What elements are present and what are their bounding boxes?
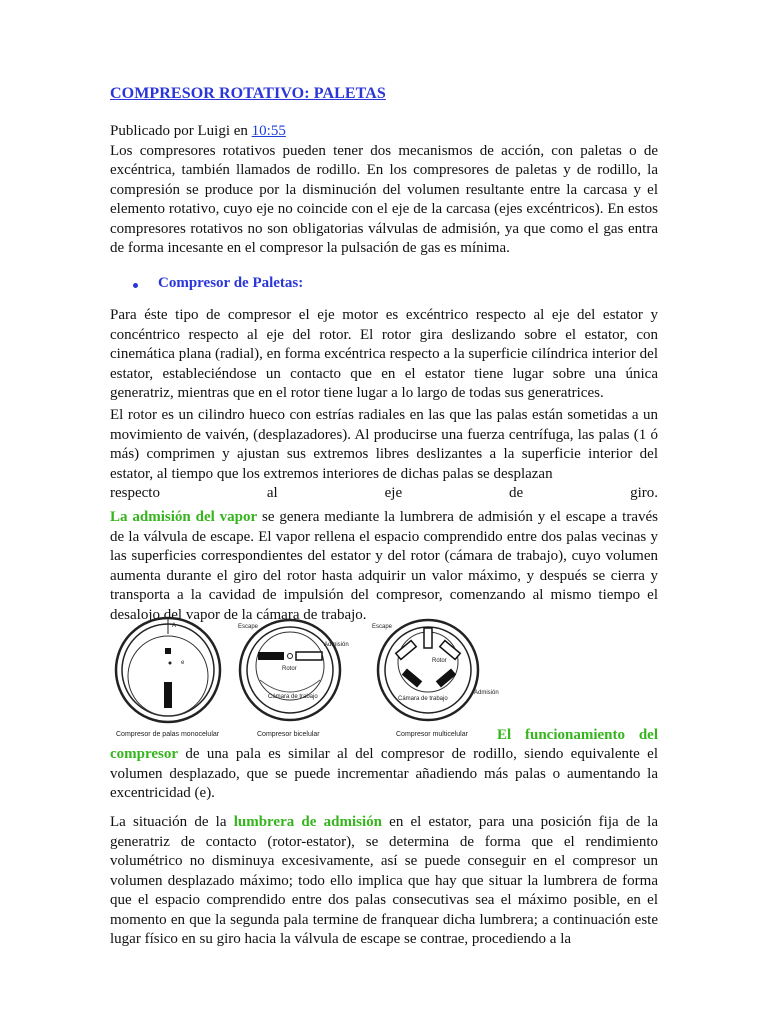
label-camara-1: Cámara de trabajo bbox=[268, 694, 318, 700]
compressor-figure bbox=[110, 612, 502, 742]
diagram-multicelular bbox=[372, 620, 499, 738]
post-time-link[interactable]: 10:55 bbox=[251, 123, 286, 139]
label-e: e bbox=[181, 660, 185, 666]
paragraph-4-text: de una pala es similar al del compresor de rodillo, siendo equivalente el volumen desplazado, que se puede incrementar añadiendo más palas o aumentando la excentricidad (e). bbox=[110, 746, 658, 801]
label-escape-2: Escape bbox=[372, 624, 393, 630]
funcionamiento-highlight-a: El funcionamiento del bbox=[497, 727, 658, 743]
label-escape-1: Escape bbox=[238, 624, 259, 630]
caption-bicelular: Compresor bicelular bbox=[257, 731, 320, 738]
label-rotor-2: Rotor bbox=[432, 658, 447, 664]
label-camara-2: Cámara de trabajo bbox=[398, 696, 448, 702]
intro-text: Los compresores rotativos pueden tener dos mecanismos de acción, con paletas o de excéntrica, también llamados de rodillo. En los compresores de paletas y de rodillo, la compresión se produce por la disminución del volumen resultante entre la carcasa y el elemento rotativo, cuyo eje no coincide con el eje de la carcasa (ejes excéntricos). En estos compresores rotativos no son obligatorias válvulas de admisión, ya que como el gas entra de forma incesante en el compresor la pulsación de gas es mínima. bbox=[110, 142, 658, 256]
paragraph-2-last-line: respecto al eje de giro. bbox=[110, 485, 658, 501]
caption-monocelular: Compresor de palas monocelular bbox=[116, 731, 220, 738]
paragraph-3-text: se genera mediante la lumbrera de admisión y el escape a través de la válvula de escape. El vapor rellena el espacio comprendido entre dos palas vecinas y las superficies correspondientes del estator y del rotor (cámara de trabajo), cuyo volumen aumenta durante el giro del rotor hasta adquirir un valor máximo, y después se cierra y transporta a la cavidad de impulsión del compresor, comenzando al mismo tiempo el desalojo del vapor de la cámara de trabajo. bbox=[110, 509, 658, 623]
byline-prefix: Publicado por Luigi en bbox=[110, 123, 252, 139]
funcionamiento-heading bbox=[497, 726, 658, 746]
bullet-icon bbox=[133, 283, 138, 288]
label-a: A bbox=[172, 623, 177, 629]
lumbrera-highlight: lumbrera de admisión bbox=[233, 814, 382, 830]
label-rotor-1: Rotor bbox=[282, 666, 297, 672]
paragraph-5-prefix: La situación de la bbox=[110, 814, 234, 830]
funcionamiento-highlight-b: compresor bbox=[110, 746, 179, 762]
section-bullet: Compresor de Paletas: bbox=[158, 275, 304, 291]
page-title[interactable]: COMPRESOR ROTATIVO: PALETAS bbox=[110, 85, 386, 102]
paragraph-2 bbox=[110, 406, 658, 504]
compressor-diagrams bbox=[110, 612, 502, 742]
diagram-monocelular bbox=[116, 618, 220, 738]
admision-vapor-highlight: La admisión del vapor bbox=[110, 509, 258, 525]
paragraph-3 bbox=[110, 508, 658, 625]
paragraph-4 bbox=[110, 745, 658, 804]
paragraph-1: Para éste tipo de compresor el eje motor es excéntrico respecto al eje del estator y concéntrico respecto al eje del rotor. El rotor gira deslizando sobre el estator, con cinemática plana (radial), en forma excéntrica respecto a la superficie cilíndrica interior del estator, estableciéndose un contacto que en el estator tiene lugar sobre una única generatriz, mientras que en el rotor tiene lugar a lo largo de todas sus generatrices. bbox=[110, 307, 658, 401]
byline bbox=[110, 123, 286, 139]
diagram-bicelular bbox=[238, 620, 349, 738]
paragraph-2-main: El rotor es un cilindro hueco con estrías radiales en las que las palas están sometidas a un movimiento de vaivén, (desplazadores). Al producirse una fuerza centrífuga, las palas (1 ó más) comprimen y ajustan sus extremos libres deslizantes a la superficie interior del estator, al tiempo que los extremos interiores de dichas palas se desplazan bbox=[110, 407, 658, 482]
intro-paragraph bbox=[110, 122, 658, 259]
label-admision-1: Admisión bbox=[324, 642, 349, 648]
label-admision-2: Admisión bbox=[474, 690, 499, 696]
caption-multicelular: Compresor multicelular bbox=[396, 731, 468, 738]
paragraph-5-text: en el estator, para una posición fija de la generatriz de contacto (rotor-estator), se determina de forma que el rendimiento volumétrico no disminuya excesivamente, así se puede conseguir en el compresor un volumen desplazado máximo; todo ello implica que hay que situar la lumbrera de forma que el espacio comprendido entre dos palas consecutivas sea el máximo posible, en el momento en que la segunda pala termine de franquear dicha lumbrera; a continuación este lugar físico en su giro hacia la válvula de escape se contrae, procediendo a la bbox=[110, 814, 659, 947]
paragraph-5 bbox=[110, 813, 658, 950]
